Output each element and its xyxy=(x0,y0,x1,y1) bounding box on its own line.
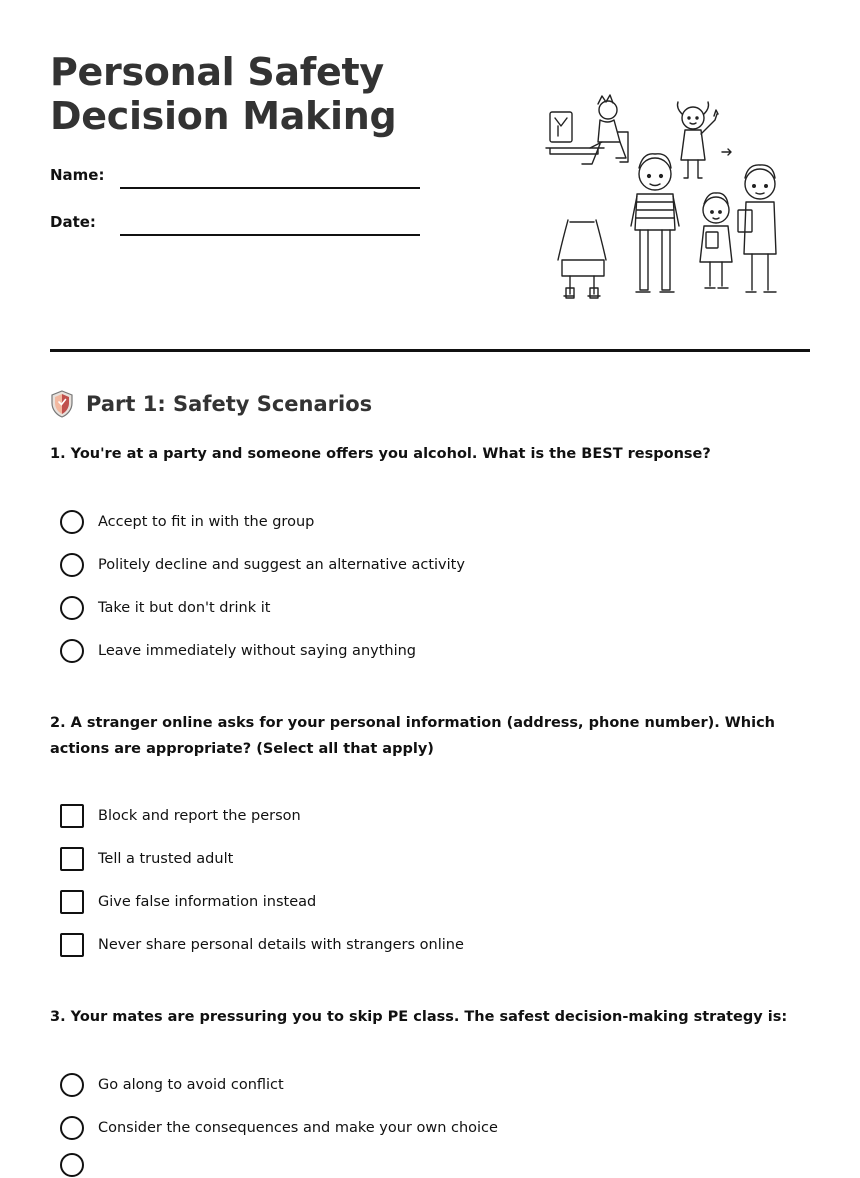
question-1-option-4[interactable] xyxy=(60,638,416,664)
radio-button[interactable] xyxy=(60,1073,84,1097)
option-label: Go along to avoid conflict xyxy=(98,1077,284,1093)
question-3-text: 3. Your mates are pressuring you to skip PE class. The safest decision-making strategy is: xyxy=(50,1009,788,1025)
question-1-option-3[interactable] xyxy=(60,595,270,621)
girl-with-tablet-figure xyxy=(700,193,732,288)
boy-striped-shirt-figure xyxy=(631,154,679,292)
question-3-option-2[interactable] xyxy=(60,1115,498,1141)
child-at-computer-figure xyxy=(546,95,628,164)
option-label: Tell a trusted adult xyxy=(98,851,234,867)
boy-with-tablet-figure xyxy=(738,165,776,292)
checkbox[interactable] xyxy=(60,847,84,871)
checkbox[interactable] xyxy=(60,890,84,914)
question-1-option-1[interactable] xyxy=(60,509,314,535)
option-label: Block and report the person xyxy=(98,808,301,824)
option-label: Never share personal details with strangers online xyxy=(98,937,464,953)
question-2-option-1[interactable] xyxy=(60,803,301,829)
question-3-option-1[interactable] xyxy=(60,1072,284,1098)
children-illustration xyxy=(540,92,790,314)
question-3-option-3-partial[interactable] xyxy=(60,1152,98,1178)
radio-button[interactable] xyxy=(60,1116,84,1140)
question-1-option-2[interactable] xyxy=(60,552,465,578)
question-2-text: 2. A stranger online asks for your personal information (address, phone number). Which actions are appropriate? (Select all that apply) xyxy=(50,715,775,757)
section-title: Part 1: Safety Scenarios xyxy=(86,392,373,416)
girl-pointing-figure xyxy=(678,102,732,178)
section-heading xyxy=(50,388,372,420)
header-divider xyxy=(50,349,810,352)
question-2-option-4[interactable] xyxy=(60,932,464,958)
worksheet-title: Personal Safety Decision Making xyxy=(50,50,397,138)
child-back-view-figure xyxy=(558,220,606,298)
option-label: Take it but don't drink it xyxy=(98,600,271,616)
question-2-option-3[interactable] xyxy=(60,889,316,915)
checkbox[interactable] xyxy=(60,933,84,957)
radio-button[interactable] xyxy=(60,596,84,620)
option-label: Leave immediately without saying anything xyxy=(98,643,417,659)
question-1-text: 1. You're at a party and someone offers you alcohol. What is the BEST response? xyxy=(50,446,711,462)
question-2-option-2[interactable] xyxy=(60,846,233,872)
option-label: Consider the consequences and make your own choice xyxy=(98,1120,498,1136)
date-label: Date: xyxy=(50,213,96,231)
checkbox[interactable] xyxy=(60,804,84,828)
option-label: Accept to fit in with the group xyxy=(98,514,315,530)
radio-button[interactable] xyxy=(60,1153,84,1177)
option-label: Politely decline and suggest an alternative activity xyxy=(98,557,465,573)
name-label: Name: xyxy=(50,166,105,184)
radio-button[interactable] xyxy=(60,510,84,534)
shield-icon xyxy=(50,390,74,418)
radio-button[interactable] xyxy=(60,553,84,577)
option-label: Give false information instead xyxy=(98,894,317,910)
date-field[interactable] xyxy=(120,234,420,236)
radio-button[interactable] xyxy=(60,639,84,663)
name-field[interactable] xyxy=(120,187,420,189)
